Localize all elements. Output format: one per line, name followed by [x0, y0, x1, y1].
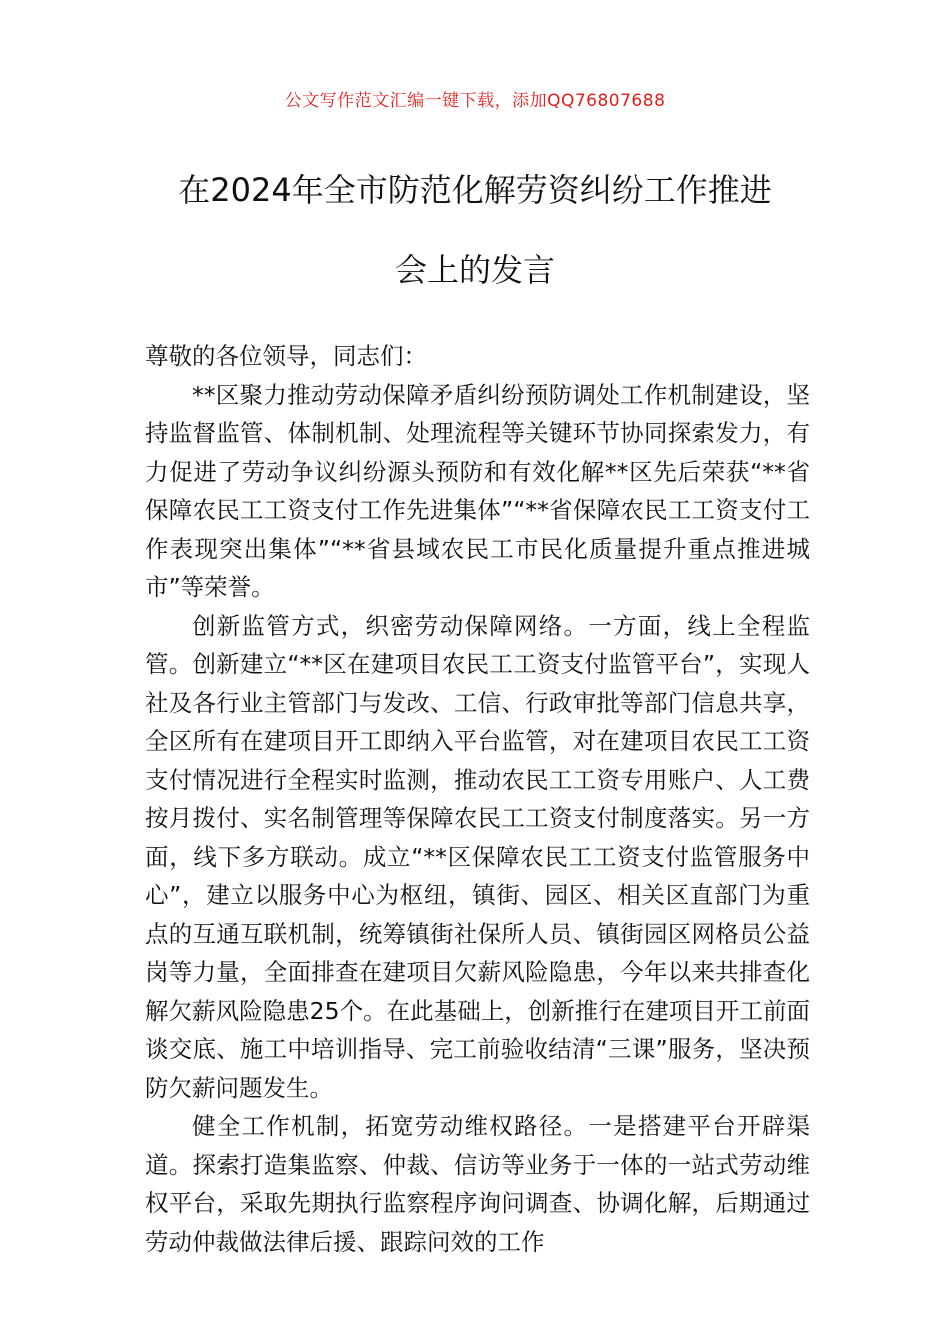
- paragraph-intro: **区聚力推动劳动保障矛盾纠纷预防调处工作机制建设，坚持监督监管、体制机制、处理流程等关键环节协同探索发力，有力促进了劳动争议纠纷源头预防和有效化解**区先后荣获“**省保障农民工工资支付工作先进集体”“**省保障农民工工资支付工作表现突出集体”“**省县域农民工市民化质量提升重点推进城市”等荣誉。: [145, 380, 810, 601]
- document-body: [145, 337, 810, 1261]
- document-title: [100, 150, 850, 310]
- download-promo-note: 公文写作范文汇编一键下载，添加QQ76807688: [284, 91, 666, 111]
- paragraph-mechanism: 健全工作机制，拓宽劳动维权路径。一是搭建平台开辟渠道。探索打造集监察、仲裁、信访等业务于一体的一站式劳动维权平台，采取先期执行监察程序询问调查、协调化解，后期通过劳动仲裁做法律后援、跟踪问效的工作: [145, 1112, 810, 1256]
- title-line-2: 会上的发言: [394, 251, 555, 289]
- paragraph-supervision: 创新监管方式，织密劳动保障网络。一方面，线上全程监管。创新建立“**区在建项目农民工工资支付监管平台”，实现人社及各行业主管部门与发改、工信、行政审批等部门信息共享，全区所有在建项目开工即纳入平台监管，对在建项目农民工工资支付情况进行全程实时监测，推动农民工工资专用账户、人工费按月拨付、实名制管理等保障农民工工资支付制度落实。另一方面，线下多方联动。成立“**区保障农民工工资支付监管服务中心”，建立以服务中心为枢纽，镇街、园区、相关区直部门为重点的互通互联机制，统筹镇街社保所人员、镇街园区网格员公益岗等力量，全面排查在建项目欠薪风险隐患，今年以来共排查化解欠薪风险隐患25个。在此基础上，创新推行在建项目开工前面谈交底、施工中培训指导、完工前验收结清“三课”服务，坚决预防欠薪问题发生。: [145, 611, 810, 1102]
- title-line-1: 在2024年全市防范化解劳资纠纷工作推进: [178, 171, 772, 209]
- salutation: 尊敬的各位领导，同志们：: [145, 342, 427, 370]
